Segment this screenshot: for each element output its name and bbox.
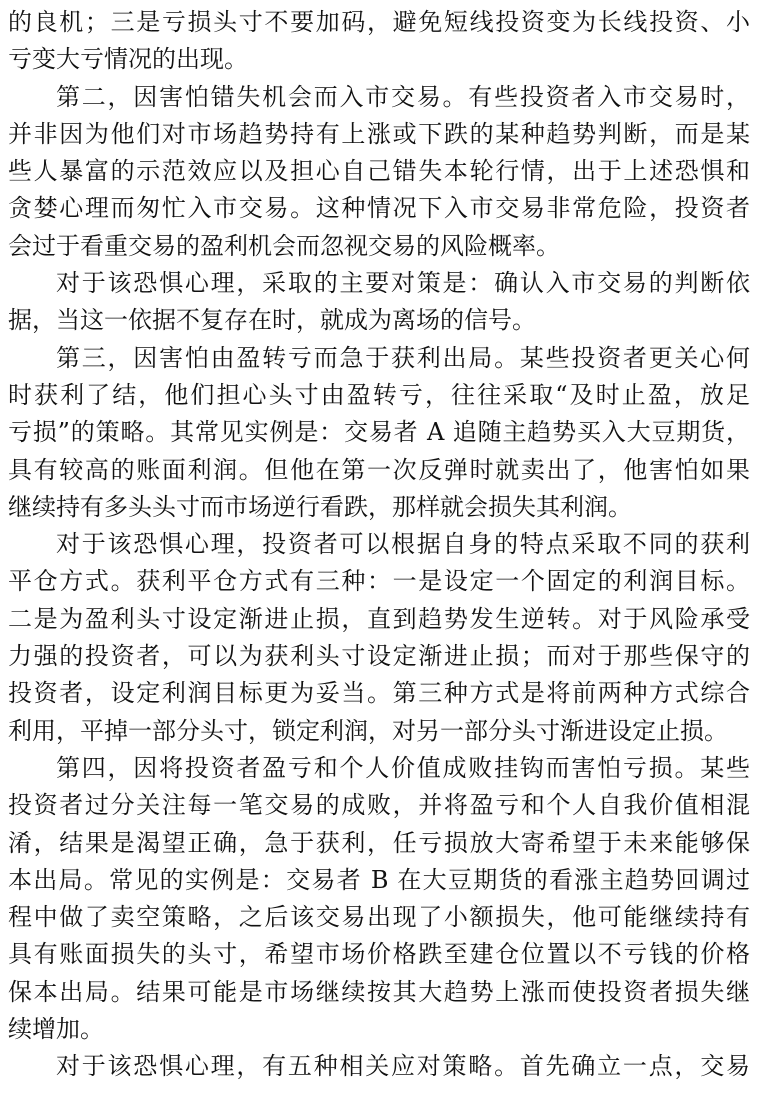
text-line: 二是为盈利头寸设定渐进止损，直到趋势发生逆转。对于风险承受 bbox=[8, 604, 750, 633]
text-line: 第二，因害怕错失机会而入市交易。有些投资者入市交易时， bbox=[56, 82, 750, 111]
text-line: 平仓方式。获利平仓方式有三种：一是设定一个固定的利润目标。 bbox=[8, 567, 750, 596]
text-line: 继续持有多头头寸而市场逆行看跌，那样就会损失其利润。 bbox=[8, 492, 632, 521]
text-line: 贪婪心理而匆忙入市交易。这种情况下入市交易非常危险，投资者 bbox=[8, 194, 750, 223]
text-line: 并非因为他们对市场趋势持有上涨或下跌的某种趋势判断，而是某 bbox=[8, 119, 750, 148]
text-line: 时获利了结，他们担心头寸由盈转亏，往往采取“及时止盈，放足 bbox=[8, 380, 750, 409]
text-line: 具有较高的账面利润。但他在第一次反弹时就卖出了，他害怕如果 bbox=[8, 455, 750, 484]
text-line: 投资者，设定利润目标更为妥当。第三种方式是将前两种方式综合 bbox=[8, 679, 750, 708]
text-line: 据，当这一依据不复存在时，就成为离场的信号。 bbox=[8, 306, 536, 335]
text-line: 对于该恐惧心理，投资者可以根据自身的特点采取不同的获利 bbox=[56, 530, 750, 559]
text-line: 程中做了卖空策略，之后该交易出现了小额损失，他可能继续持有 bbox=[8, 903, 750, 932]
text-line: 的良机；三是亏损头寸不要加码，避免短线投资变为长线投资、小 bbox=[8, 8, 750, 36]
text-line: 会过于看重交易的盈利机会而忽视交易的风险概率。 bbox=[8, 231, 560, 260]
text-line: 些人暴富的示范效应以及担心自己错失本轮行情，出于上述恐惧和 bbox=[8, 157, 750, 186]
text-line: 淆，结果是渴望正确，急于获利，任亏损放大寄希望于未来能够保 bbox=[8, 828, 750, 857]
text-line: 续增加。 bbox=[8, 1015, 104, 1044]
text-line: 第四，因将投资者盈亏和个人价值成败挂钩而害怕亏损。某些 bbox=[56, 753, 750, 782]
text-line: 亏变大亏情况的出现。 bbox=[8, 45, 248, 74]
text-line: 利用，平掉一部分头寸，锁定利润，对另一部分头寸渐进设定止损。 bbox=[8, 716, 728, 745]
text-line: 对于该恐惧心理，有五种相关应对策略。首先确立一点，交易 bbox=[56, 1052, 750, 1081]
text-line: 亏损”的策略。其常见实例是：交易者 A 追随主趋势买入大豆期货， bbox=[8, 418, 750, 447]
text-line: 具有账面损失的头寸，希望市场价格跌至建仓位置以不亏钱的价格 bbox=[8, 940, 750, 969]
text-line: 第三，因害怕由盈转亏而急于获利出局。某些投资者更关心何 bbox=[56, 343, 750, 372]
text-line: 力强的投资者，可以为获利头寸设定渐进止损；而对于那些保守的 bbox=[8, 642, 750, 671]
text-line: 对于该恐惧心理，采取的主要对策是：确认入市交易的判断依 bbox=[56, 269, 750, 298]
text-line: 保本出局。结果可能是市场继续按其大趋势上涨而使投资者损失继 bbox=[8, 977, 750, 1006]
text-line: 本出局。常见的实例是：交易者 B 在大豆期货的看涨主趋势回调过 bbox=[8, 865, 750, 894]
text-line: 投资者过分关注每一笔交易的成败，并将盈亏和个人自我价值相混 bbox=[8, 791, 750, 820]
